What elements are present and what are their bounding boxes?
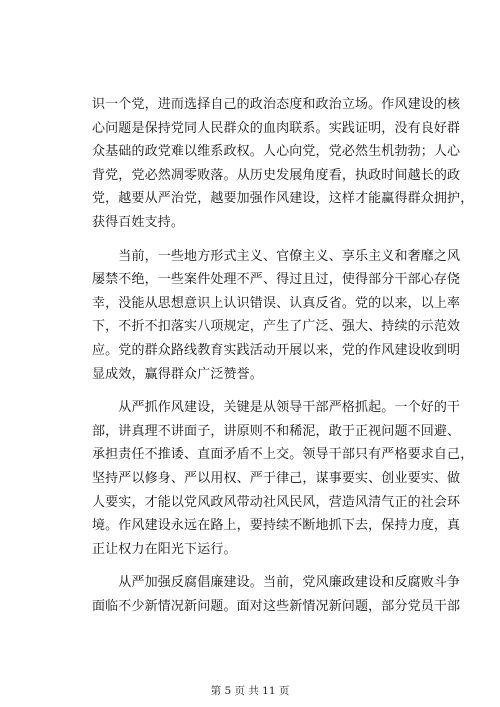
text-line: 人要实，才能以党风政风带动社风民风，营造风清气正的社会环: [92, 494, 461, 510]
text-line: 屡禁不绝，一些案件处理不严、得过且过，使得部分干部心存侥: [92, 272, 461, 288]
text-line: 从严加强反腐倡廉建设。当前，党风廉政建设和反腐败斗争: [92, 575, 461, 591]
text-line: 众基础的政党难以维系政权。人心向党，党必然生机勃勃；人心: [92, 144, 461, 160]
text-line: 心问题是保持党同人民群众的血肉联系。实践证明，没有良好群: [92, 120, 461, 136]
text-line: 部，讲真理不讲面子，讲原则不和稀泥，敢于正视问题不回避、: [92, 423, 461, 439]
text-line: 幸，没能从思想意识上认识错误、认真反省。党的以来，以上率: [92, 295, 461, 311]
paragraph-3: [92, 396, 474, 561]
paragraph-2: [92, 245, 461, 387]
text-line: 坚持严以修身、严以用权、严于律己，谋事要实、创业要实、做: [92, 470, 461, 486]
paragraph-1: [92, 93, 474, 235]
text-line: 当前，一些地方形式主义、官僚主义、享乐主义和奢靡之风: [92, 248, 461, 264]
text-line: 承担责任不推诿、直面矛盾不上交。领导干部只有严格要求自己，: [92, 447, 474, 463]
paragraph-4: [92, 571, 461, 618]
text-line: 下，不折不扣落实八项规定，产生了广泛、强大、持续的示范效: [92, 319, 461, 335]
text-line: 从严抓作风建设，关键是从领导干部严格抓起。一个好的干: [92, 400, 461, 416]
text-line: 面临不少新情况新问题。面对这些新情况新问题，部分党员干部: [92, 598, 461, 614]
text-line: 正让权力在阳光下运行。: [92, 541, 237, 557]
text-line: 应。党的群众路线教育实践活动开展以来，党的作风建设收到明: [92, 342, 461, 358]
text-line: 显成效，赢得群众广泛赞誉。: [92, 366, 263, 382]
text-line: 获得百姓支持。: [92, 214, 185, 230]
document-body: [92, 93, 474, 628]
text-line: 党，越要从严治党，越要加强作风建设，这样才能赢得群众拥护，: [92, 191, 474, 207]
text-line: 识一个党，进而选择自己的政治态度和政治立场。作风建设的核: [92, 97, 461, 112]
page-footer: 第 5 页 共 11 页: [210, 685, 290, 697]
text-line: 背党，党必然凋零败落。从历史发展角度看，执政时间越长的政: [92, 167, 461, 183]
text-line: 境。作风建设永远在路上，要持续不断地抓下去，保持力度，真: [92, 518, 461, 534]
